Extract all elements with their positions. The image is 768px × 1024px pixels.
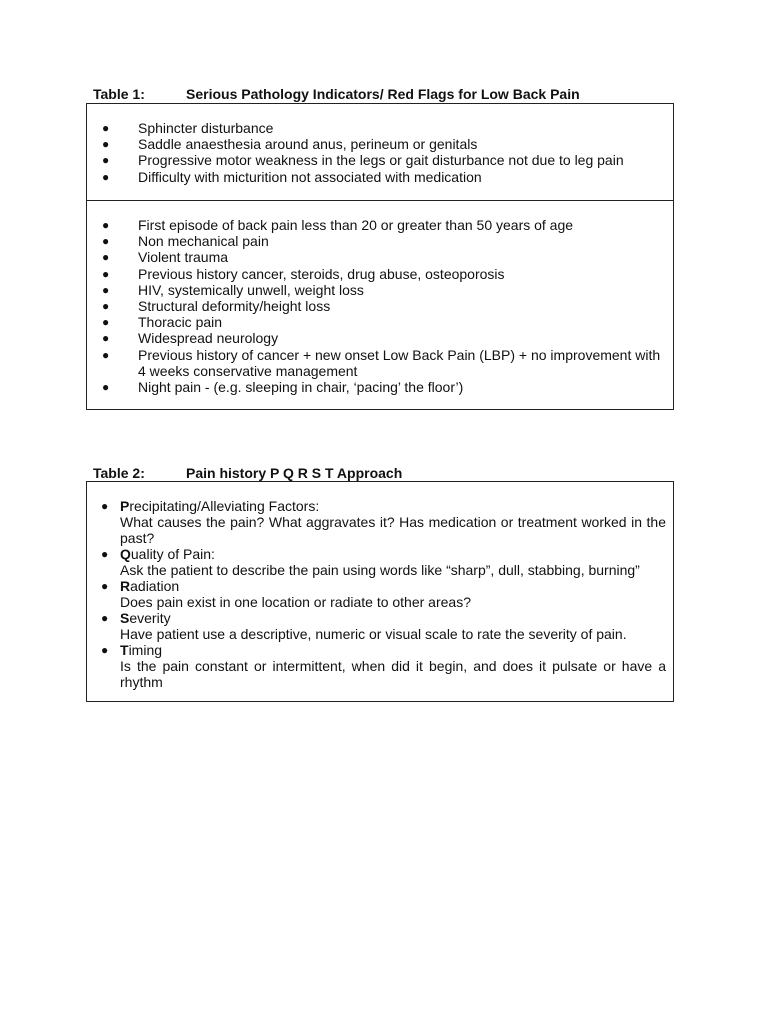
list-item: ● Difficulty with micturition not associated with medication xyxy=(102,168,482,185)
red-flags-table xyxy=(86,103,674,410)
list-item: ● Thoracic pain xyxy=(102,314,223,331)
table1-label: Table 1: xyxy=(93,86,145,102)
list-item xyxy=(87,498,673,546)
item-initial: P xyxy=(120,498,130,514)
table1-heading xyxy=(93,86,580,102)
list-item: ● Progressive motor weakness in the legs or gait disturbance not due to leg pain xyxy=(102,152,624,169)
list-item: ● Violent trauma xyxy=(102,249,229,266)
bullet-icon: ● xyxy=(102,347,110,362)
list-item: ● Previous history of cancer + new onset Low Back Pain (LBP) + no improvement with 4 weeks conservative management xyxy=(102,346,661,379)
item-description: Ask the patient to describe the pain using words like “sharp”, dull, stabbing, burning” xyxy=(120,562,640,578)
list-item: ● HIV, systemically unwell, weight loss xyxy=(102,281,364,298)
item-description: Is the pain constant or intermittent, when did it begin, and does it pulsate or have a rhythm xyxy=(120,658,666,690)
list-item: ● Non mechanical pain xyxy=(102,233,269,250)
item-heading: adiation xyxy=(130,578,180,594)
list-item: ● Night pain - (e.g. sleeping in chair, ‘pacing’ the floor’) xyxy=(102,379,464,396)
item-description: Have patient use a descriptive, numeric or visual scale to rate the severity of pain. xyxy=(120,626,627,642)
item-initial: T xyxy=(120,642,129,658)
item-initial: R xyxy=(120,578,131,594)
list-item xyxy=(87,546,673,578)
pqrst-list xyxy=(87,498,673,690)
list-item: ● Sphincter disturbance xyxy=(102,120,274,136)
bullet-icon: ● xyxy=(102,234,110,249)
table1-title: Serious Pathology Indicators/ Red Flags for Low Back Pain xyxy=(186,86,580,102)
bullet-icon: ● xyxy=(101,547,109,561)
table2-title: Pain history P Q R S T Approach xyxy=(186,465,403,481)
list-item xyxy=(87,610,673,642)
bullet-icon: ● xyxy=(101,611,109,625)
item-description: What causes the pain? What aggravates it? Has medication or treatment worked in the past? xyxy=(120,514,666,546)
red-flags-group-b xyxy=(87,217,673,395)
table-divider xyxy=(87,200,673,201)
item-heading: uality of Pain: xyxy=(130,546,215,562)
bullet-icon: ● xyxy=(102,282,110,297)
item-initial: Q xyxy=(120,546,131,562)
item-heading: iming xyxy=(128,642,163,658)
bullet-icon: ● xyxy=(102,218,110,232)
bullet-icon: ● xyxy=(102,315,110,330)
item-heading: recipitating/Alleviating Factors: xyxy=(129,498,320,514)
bullet-icon: ● xyxy=(101,499,109,513)
list-item: ● Widespread neurology xyxy=(102,330,279,347)
list-item: ● Saddle anaesthesia around anus, perineum or genitals xyxy=(102,136,478,153)
list-item: ● First episode of back pain less than 20 or greater than 50 years of age xyxy=(102,217,574,233)
table2-label: Table 2: xyxy=(93,465,145,481)
bullet-icon: ● xyxy=(102,331,110,346)
item-initial: S xyxy=(120,610,130,626)
red-flags-group-a xyxy=(87,120,673,185)
bullet-icon: ● xyxy=(102,137,110,152)
bullet-icon: ● xyxy=(102,299,110,314)
bullet-icon: ● xyxy=(102,250,110,265)
list-item: ● Structural deformity/height loss xyxy=(102,298,331,315)
pqrst-table xyxy=(86,481,674,702)
bullet-icon: ● xyxy=(102,121,110,135)
bullet-icon: ● xyxy=(102,169,110,184)
bullet-icon: ● xyxy=(102,380,110,395)
bullet-icon: ● xyxy=(102,153,110,168)
list-item: ● Previous history cancer, steroids, drug abuse, osteoporosis xyxy=(102,265,505,282)
bullet-icon: ● xyxy=(102,266,110,281)
item-heading: everity xyxy=(129,610,171,626)
item-description: Does pain exist in one location or radiate to other areas? xyxy=(120,594,471,610)
bullet-icon: ● xyxy=(101,579,109,593)
list-item xyxy=(87,578,673,610)
list-item xyxy=(87,642,673,690)
bullet-icon: ● xyxy=(101,643,109,657)
table2-heading xyxy=(93,465,402,481)
